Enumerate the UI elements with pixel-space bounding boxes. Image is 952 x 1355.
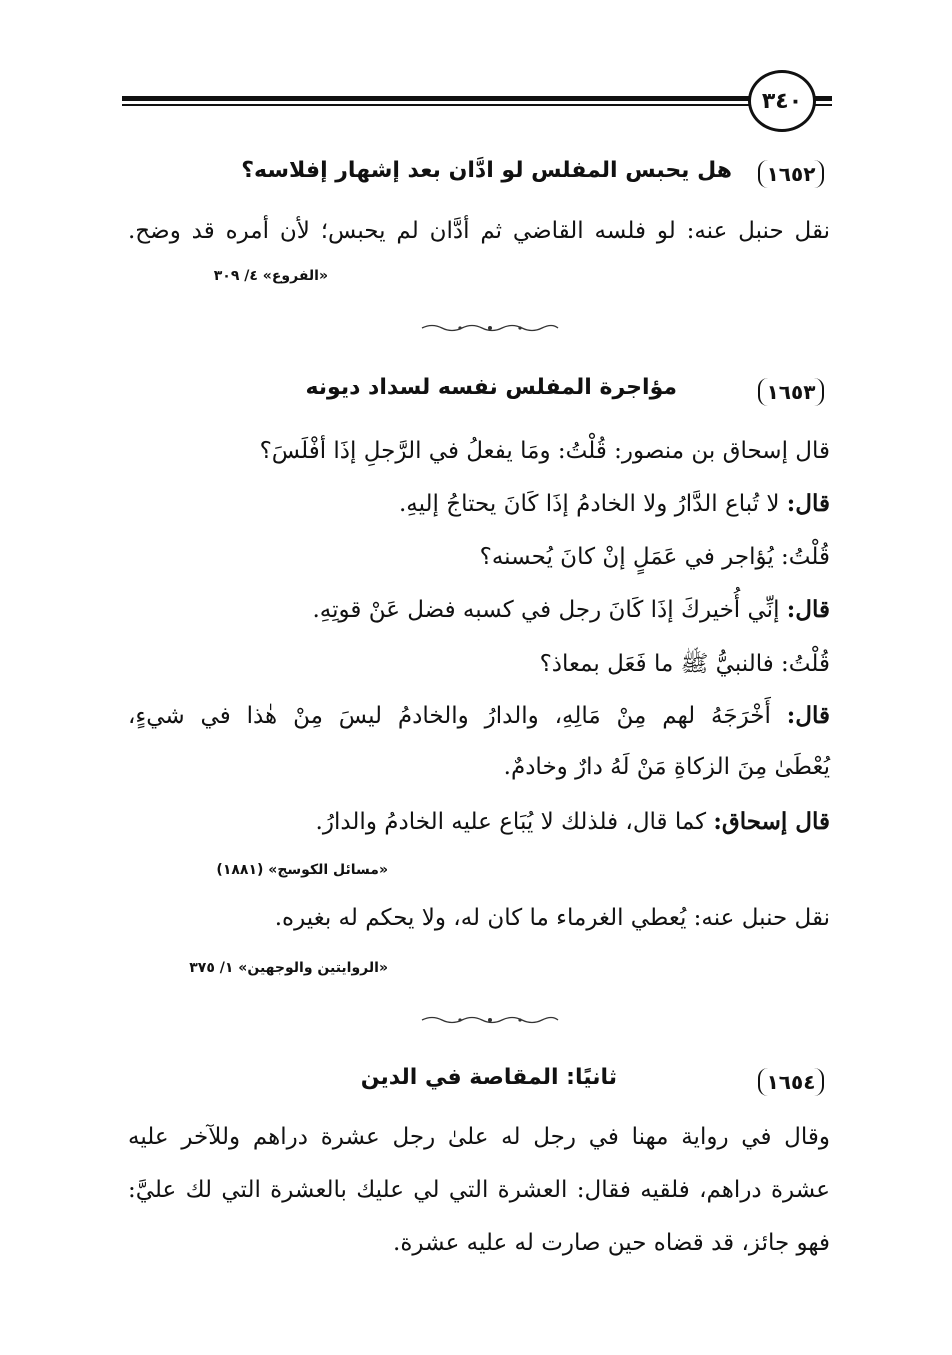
- page-number: ٣٤٠: [748, 70, 816, 132]
- header-rule: [122, 96, 832, 101]
- entry-number: ١٦٥٢: [758, 160, 824, 188]
- body-text: [399, 490, 830, 517]
- body-span: يُعْطَىٰ مِنَ الزكاةِ مَنْ لَهُ دارٌ وخادمٌ.: [503, 754, 830, 780]
- body-span: لا تُباع الدَّارُ ولا الخادمُ إذَا كَانَ يحتاجُ إليهِ.: [398, 491, 787, 517]
- speaker-label: قال إسحاق:: [713, 808, 830, 835]
- speaker-label: قال:: [786, 490, 830, 517]
- body-text: [316, 808, 830, 835]
- body-text: نقل حنبل عنه: لو فلسه القاضي ثم أدَّان لم يحبس؛ لأن أمره قد وضح.: [128, 218, 830, 244]
- body-text: وقال في رواية مهنا في رجل له علىٰ رجل عشرة دراهم وللآخر عليه: [128, 1124, 830, 1150]
- body-text: عشرة دراهم، فلقيه فقال: العشرة التي لي عليك بالعشرة التي لك عليَّ:: [128, 1177, 830, 1203]
- entry-title: مؤاجرة المفلس نفسه لسداد ديونه: [305, 375, 677, 400]
- entry-title: هل يحبس المفلس لو ادَّان بعد إشهار إفلاسه؟: [241, 158, 732, 183]
- header-rule-thin: [122, 104, 832, 106]
- body-text: نقل حنبل عنه: يُعطي الغرماء ما كان له، ولا يحكم له بغيره.: [274, 905, 830, 931]
- body-span: قُلْتُ: فالنبيُّ ﷺ ما فَعَل بمعاذ؟: [539, 651, 830, 677]
- body-text: [260, 437, 830, 464]
- source-citation: «مسائل الكوسج» (١٨٨١): [216, 862, 388, 878]
- body-text: [480, 543, 830, 570]
- body-text: [312, 596, 830, 623]
- body-span: أَخْرَجَهُ لهم مِنْ مَالِهِ، والدارُ والخادمُ ليسَ مِنْ هٰذا في شيءٍ،: [128, 703, 787, 729]
- speaker-label: قال:: [786, 702, 830, 729]
- speaker-label: قال:: [786, 596, 830, 623]
- entry-number: ١٦٥٣: [758, 378, 824, 406]
- body-text: [504, 753, 830, 780]
- body-text: فهو جائز، قد قضاه حين صارت له عليه عشرة.: [393, 1230, 830, 1256]
- body-span: كما قال، فلذلك لا يُبَاع عليه الخادمُ والدارُ.: [315, 809, 714, 835]
- ornament-divider: [420, 1015, 560, 1025]
- entry-number: ١٦٥٤: [758, 1068, 824, 1096]
- body-span: إنِّي أُخيركَ إذَا كَانَ رجل في كسبه فضل عَنْ قوتِهِ.: [312, 597, 787, 623]
- source-citation: «الروايتين والوجهين» ١/ ٣٧٥: [189, 960, 388, 976]
- entry-title: ثانيًا: المقاصة في الدين: [360, 1065, 617, 1090]
- body-span: قُلْتُ: يُؤاجر في عَمَلٍ إنْ كانَ يُحسنه؟: [479, 544, 830, 570]
- body-span: قال إسحاق بن منصور: قُلْتُ: ومَا يفعلُ في الرَّجلِ إذَا أفْلَسَ؟: [259, 438, 830, 464]
- body-text: [128, 702, 830, 729]
- source-citation: «الفروع» ٤/ ٣٠٩: [213, 268, 328, 284]
- body-text: [540, 649, 830, 683]
- ornament-divider: [420, 323, 560, 333]
